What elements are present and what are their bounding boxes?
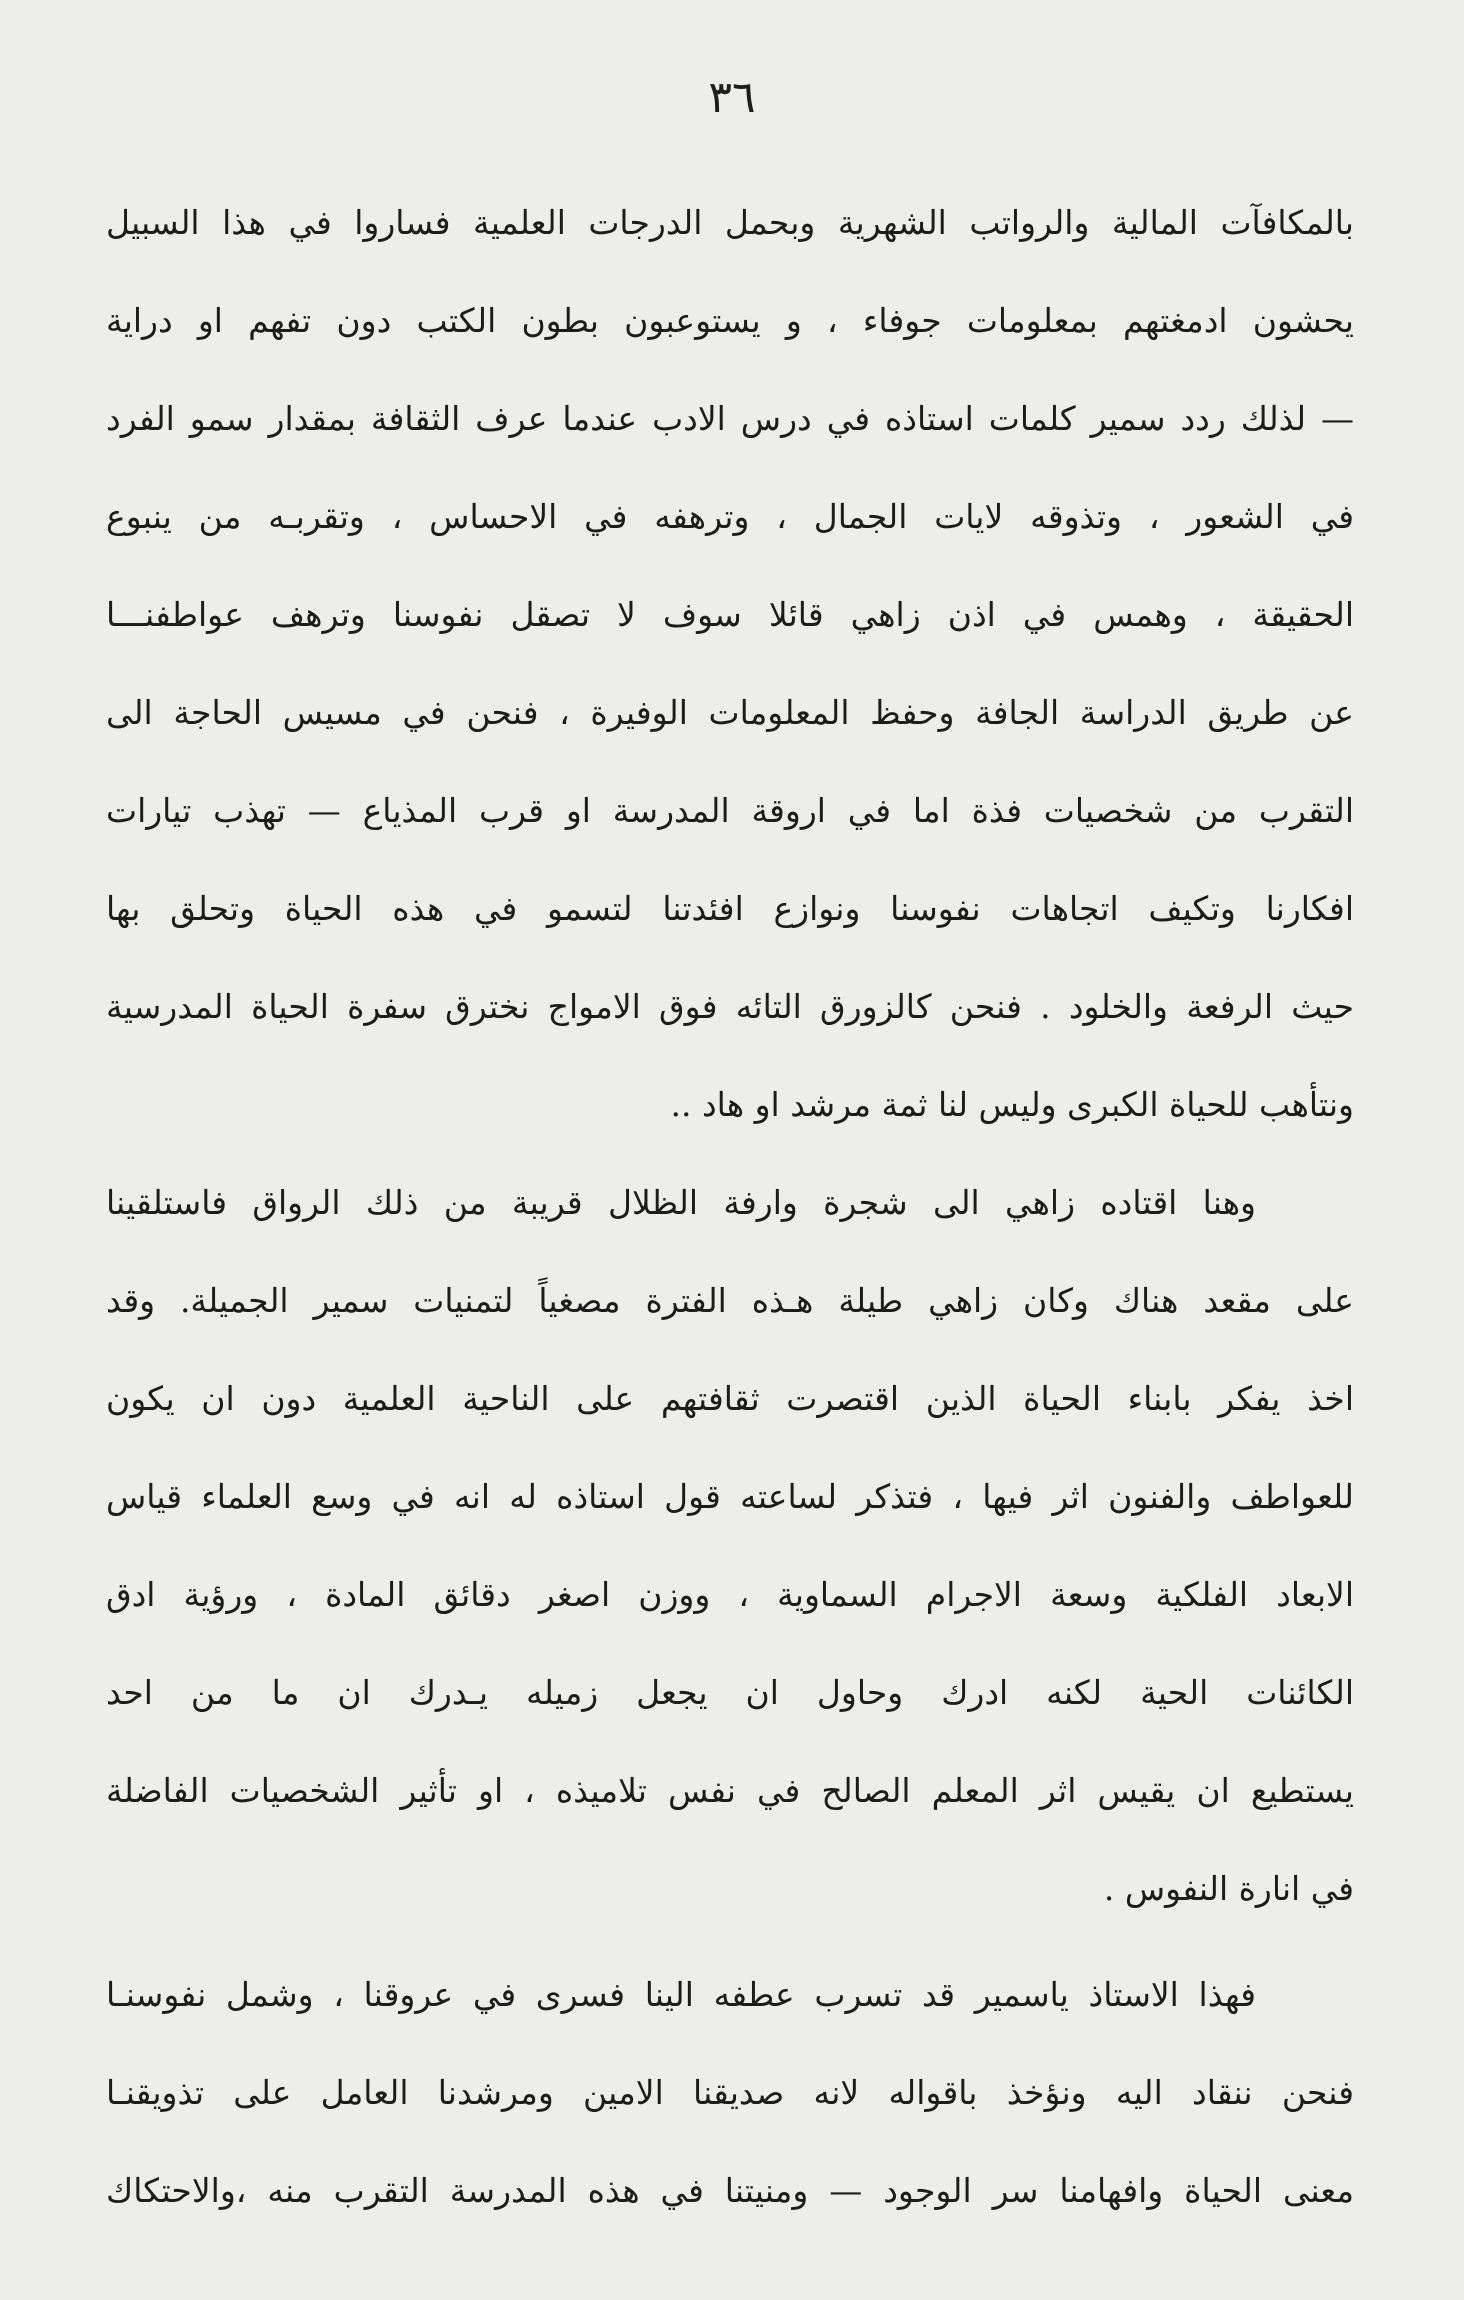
paragraph-first-line: وهنا اقتاده زاهي الى شجرة وارفة الظلال قريبة من ذلك الرواق فاستلقينا xyxy=(106,1183,1256,1222)
text-line: حيث الرفعة والخلود . فنحن كالزورق التائه فوق الامواج نخترق سفرة الحياة المدرسية xyxy=(106,987,1354,1026)
text-line: معنى الحياة وافهامنا سر الوجود — ومنيتنا في هذه المدرسة التقرب منه ،والاحتكاك xyxy=(106,2171,1354,2210)
text-line: الكائنات الحية لكنه ادرك وحاول ان يجعل زميله يـدرك ان ما من احد xyxy=(106,1673,1354,1712)
text-line: يحشون ادمغتهم بمعلومات جوفاء ، و يستوعبون بطون الكتب دون تفهم او دراية xyxy=(106,301,1354,340)
text-line: — لذلك ردد سمير كلمات استاذه في درس الادب عندما عرف الثقافة بمقدار سمو الفرد xyxy=(106,399,1354,438)
text-line: اخذ يفكر بابناء الحياة الذين اقتصرت ثقافتهم على الناحية العلمية دون ان يكون xyxy=(106,1379,1354,1418)
paragraph-first-line: فهذا الاستاذ ياسمير قد تسرب عطفه الينا فسرى في عروقنا ، وشمل نفوسنـا xyxy=(106,1975,1256,2014)
text-line: بالمكافآت المالية والرواتب الشهرية وبحمل الدرجات العلمية فساروا في هذا السبيل xyxy=(106,203,1354,242)
text-line: الحقيقة ، وهمس في اذن زاهي قائلا سوف لا تصقل نفوسنا وترهف عواطفنـــا xyxy=(106,595,1354,634)
text-line: في انارة النفوس . xyxy=(1103,1869,1354,1908)
text-line: الابعاد الفلكية وسعة الاجرام السماوية ، ووزن اصغر دقائق المادة ، ورؤية ادق xyxy=(106,1575,1354,1614)
text-line: في الشعور ، وتذوقه لايات الجمال ، وترهفه في الاحساس ، وتقربـه من ينبوع xyxy=(106,497,1354,536)
text-line: ونتأهب للحياة الكبرى وليس لنا ثمة مرشد او هاد .. xyxy=(670,1085,1354,1124)
text-line: فنحن ننقاد اليه ونؤخذ باقواله لانه صديقنا الامين ومرشدنا العامل على تذويقنـا xyxy=(106,2073,1354,2112)
text-line: يستطيع ان يقيس اثر المعلم الصالح في نفس تلاميذه ، او تأثير الشخصيات الفاضلة xyxy=(106,1771,1354,1810)
text-line: على مقعد هناك وكان زاهي طيلة هـذه الفترة مصغياً لتمنيات سمير الجميلة. وقد xyxy=(106,1281,1354,1320)
text-line: عن طريق الدراسة الجافة وحفظ المعلومات الوفيرة ، فنحن في مسيس الحاجة الى xyxy=(106,693,1354,732)
page-number: ٣٦ xyxy=(708,72,756,123)
text-line: التقرب من شخصيات فذة اما في اروقة المدرسة او قرب المذياع — تهذب تيارات xyxy=(106,791,1354,830)
text-line: للعواطف والفنون اثر فيها ، فتذكر لساعته قول استاذه له انه في وسع العلماء قياس xyxy=(106,1477,1354,1516)
text-line: افكارنا وتكيف اتجاهات نفوسنا ونوازع افئدتنا لتسمو في هذه الحياة وتحلق بها xyxy=(106,889,1354,928)
